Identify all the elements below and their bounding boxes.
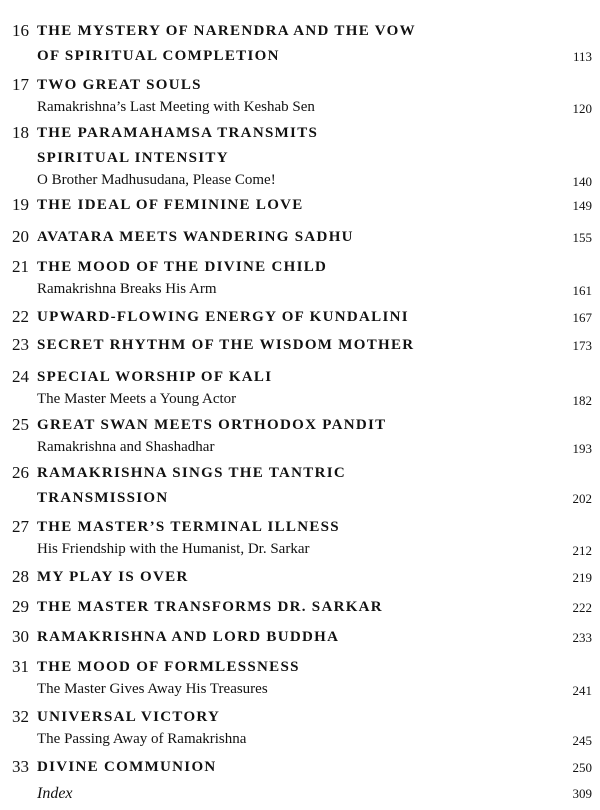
chapter-title: THE PARAMAHAMSA TRANSMITS: [37, 125, 319, 141]
page-number: 167: [572, 310, 592, 325]
chapter-number: 16: [12, 21, 29, 40]
chapter-subtitle: His Friendship with the Humanist, Dr. Sarkar: [37, 541, 310, 557]
page-number: 233: [572, 630, 592, 645]
chapter-subtitle: The Passing Away of Ramakrishna: [37, 731, 247, 747]
chapter-number: 23: [12, 335, 29, 354]
chapter-title: SECRET RHYTHM OF THE WISDOM MOTHER: [37, 337, 415, 353]
chapter-title: MY PLAY IS OVER: [37, 569, 189, 585]
page-number: 182: [572, 393, 592, 408]
page-number: 241: [572, 683, 592, 698]
chapter-number: 28: [12, 567, 29, 586]
chapter-title: AVATARA MEETS WANDERING SADHU: [37, 229, 354, 245]
chapter-number: 32: [12, 707, 29, 726]
chapter-number: 31: [12, 657, 29, 676]
chapter-number: 27: [12, 517, 29, 536]
page-number: 222: [572, 600, 592, 615]
page-number: 202: [572, 491, 592, 506]
chapter-subtitle: O Brother Madhusudana, Please Come!: [37, 172, 276, 188]
chapter-number: 21: [12, 257, 29, 276]
chapter-number: 24: [12, 367, 29, 386]
chapter-title: THE MASTER’S TERMINAL ILLNESS: [37, 519, 340, 535]
chapter-subtitle: The Master Meets a Young Actor: [37, 391, 237, 407]
chapter-number: 20: [12, 227, 29, 246]
chapter-title: THE MYSTERY OF NARENDRA AND THE VOW: [37, 23, 416, 39]
index-label: Index: [37, 785, 73, 802]
chapter-title: SPIRITUAL INTENSITY: [37, 150, 229, 166]
page-number: 140: [572, 174, 592, 189]
chapter-title: THE MOOD OF THE DIVINE CHILD: [37, 259, 328, 275]
chapter-title: THE MASTER TRANSFORMS DR. SARKAR: [37, 599, 383, 615]
page-number: 212: [572, 543, 592, 558]
chapter-number: 30: [12, 627, 29, 646]
page-number: 219: [572, 570, 592, 585]
chapter-title: TRANSMISSION: [37, 490, 169, 506]
page-number: 120: [572, 101, 592, 116]
chapter-number: 19: [12, 195, 29, 214]
chapter-title: OF SPIRITUAL COMPLETION: [37, 48, 280, 64]
chapter-subtitle: Ramakrishna’s Last Meeting with Keshab Sen: [37, 99, 315, 115]
chapter-number: 29: [12, 597, 29, 616]
chapter-title: UPWARD-FLOWING ENERGY OF KUNDALINI: [37, 309, 409, 325]
chapter-number: 33: [12, 757, 29, 776]
chapter-title: TWO GREAT SOULS: [37, 77, 202, 93]
chapter-number: 25: [12, 415, 29, 434]
page-number: 193: [572, 441, 592, 456]
chapter-title: RAMAKRISHNA SINGS THE TANTRIC: [37, 465, 347, 481]
chapter-title: THE IDEAL OF FEMININE LOVE: [37, 197, 304, 213]
chapter-subtitle: Ramakrishna and Shashadhar: [37, 439, 215, 455]
page-number: 155: [572, 230, 592, 245]
page-number: 245: [572, 733, 592, 748]
chapter-title: UNIVERSAL VICTORY: [37, 709, 221, 725]
chapter-subtitle: Ramakrishna Breaks His Arm: [37, 281, 217, 297]
chapter-title: GREAT SWAN MEETS ORTHODOX PANDIT: [37, 417, 387, 433]
page-number: 161: [572, 283, 592, 298]
page-number: 113: [572, 49, 592, 64]
chapter-subtitle: The Master Gives Away His Treasures: [37, 681, 268, 697]
chapter-title: SPECIAL WORSHIP OF KALI: [37, 369, 273, 385]
page-number: 149: [572, 198, 592, 213]
chapter-number: 18: [12, 123, 29, 142]
index-page-number: 309: [572, 786, 592, 801]
chapter-number: 26: [12, 463, 29, 482]
chapter-title: DIVINE COMMUNION: [37, 759, 217, 775]
page-number: 250: [572, 760, 592, 775]
chapter-title: THE MOOD OF FORMLESSNESS: [37, 659, 300, 675]
page-number: 173: [572, 338, 592, 353]
chapter-title: RAMAKRISHNA AND LORD BUDDHA: [37, 629, 340, 645]
chapter-number: 17: [12, 75, 29, 94]
chapter-number: 22: [12, 307, 29, 326]
